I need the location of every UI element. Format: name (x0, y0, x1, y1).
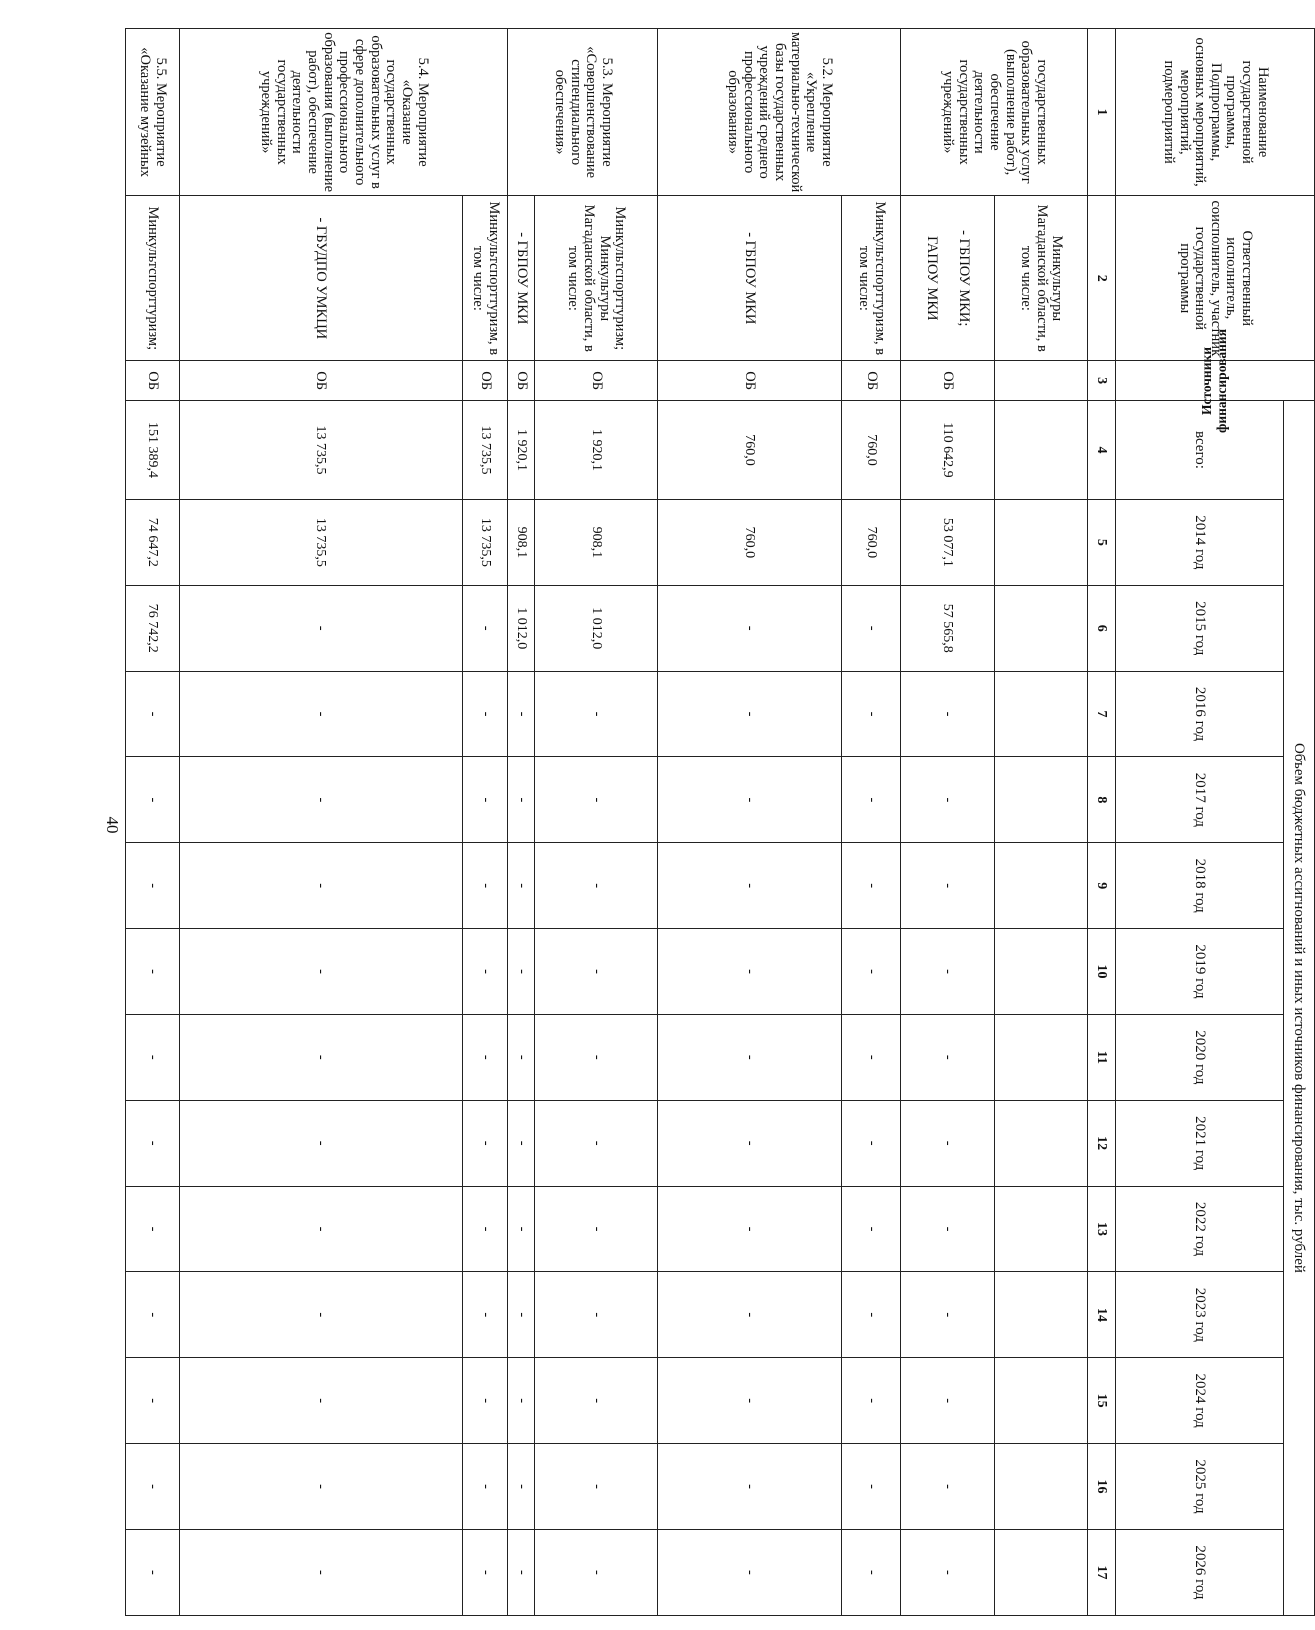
responsible-cell: Минкультуры Магаданской области, в том числе: (994, 196, 1087, 361)
header-year-2019: 2019 год (1116, 929, 1284, 1015)
value-2020: - (842, 1014, 901, 1100)
measure-name: 5.5. Мероприятие «Оказание музейных (126, 29, 180, 196)
source-cell: ОБ (535, 361, 658, 401)
column-number: 9 (1088, 843, 1116, 929)
value-2017: - (462, 757, 508, 843)
value-2014: 13 735,5 (179, 499, 462, 585)
empty-cell (994, 400, 1087, 499)
value-2020: - (179, 1014, 462, 1100)
source-cell: ОБ (901, 361, 994, 401)
value-2021: - (462, 1100, 508, 1186)
value-2023: - (658, 1272, 842, 1358)
empty-cell (994, 1358, 1087, 1444)
value-2018: - (901, 843, 994, 929)
value-2025: - (179, 1444, 462, 1530)
header-year-2023: 2023 год (1116, 1272, 1284, 1358)
value-2018: - (126, 843, 180, 929)
value-2025: - (508, 1444, 535, 1530)
header-row-span (1284, 29, 1315, 1616)
value-2018: - (535, 843, 658, 929)
value-2014: 760,0 (658, 499, 842, 585)
source-cell: ОБ (179, 361, 462, 401)
empty-cell (994, 585, 1087, 671)
value-2020: - (535, 1014, 658, 1100)
header-year-2026: 2026 год (1116, 1529, 1284, 1615)
header-financing-volume: Объем бюджетных ассигнований и иных источников финансирования, тыс. рублей (1284, 400, 1315, 1615)
value-2026: - (842, 1529, 901, 1615)
value-2021: - (842, 1100, 901, 1186)
value-2025: - (842, 1444, 901, 1530)
value-2026: - (462, 1529, 508, 1615)
value-2014: 53 077,1 (901, 499, 994, 585)
value-2026: - (508, 1529, 535, 1615)
value-2019: - (179, 929, 462, 1015)
value-2024: - (508, 1358, 535, 1444)
value-total: 13 735,5 (179, 400, 462, 499)
value-2016: - (179, 671, 462, 757)
column-number-row (1088, 29, 1116, 1616)
financing-table (125, 28, 1315, 1616)
value-2016: - (508, 671, 535, 757)
responsible-cell: Минкультспорттуризм; Минкультуры Магаданской области, в том числе: (535, 196, 658, 361)
value-total: 760,0 (842, 400, 901, 499)
value-2015: 1 012,0 (508, 585, 535, 671)
header-year-2018: 2018 год (1116, 843, 1284, 929)
value-2014: 908,1 (508, 499, 535, 585)
value-2021: - (126, 1100, 180, 1186)
value-2014: 13 735,5 (462, 499, 508, 585)
value-2021: - (179, 1100, 462, 1186)
responsible-cell: Минкультспорттуризм, в том числе: (842, 196, 901, 361)
responsible-cell: Минкультспорттуризм, в том числе: (462, 196, 508, 361)
column-number: 16 (1088, 1444, 1116, 1530)
value-2022: - (508, 1186, 535, 1272)
value-2022: - (126, 1186, 180, 1272)
value-2017: - (179, 757, 462, 843)
value-2018: - (179, 843, 462, 929)
value-2018: - (508, 843, 535, 929)
value-2014: 74 647,2 (126, 499, 180, 585)
source-cell: ОБ (126, 361, 180, 401)
source-cell: ОБ (842, 361, 901, 401)
value-2022: - (842, 1186, 901, 1272)
column-number: 6 (1088, 585, 1116, 671)
value-2021: - (535, 1100, 658, 1186)
responsible-cell (901, 196, 994, 361)
value-2024: - (535, 1358, 658, 1444)
column-number: 2 (1088, 196, 1116, 361)
value-2020: - (508, 1014, 535, 1100)
value-2021: - (508, 1100, 535, 1186)
value-2019: - (901, 929, 994, 1015)
value-2018: - (842, 843, 901, 929)
table-row (462, 29, 508, 1616)
value-2016: - (658, 671, 842, 757)
value-2026: - (535, 1529, 658, 1615)
value-2016: - (842, 671, 901, 757)
value-2018: - (462, 843, 508, 929)
measure-name: 5.4. Мероприятие «Оказание государственных образовательных услуг в сфере дополнительного профессионального образования (выполнение работ), обеспечение деятельности государственных учреждений» (179, 29, 508, 196)
column-number: 14 (1088, 1272, 1116, 1358)
value-2015: 76 742,2 (126, 585, 180, 671)
header-year-2017: 2017 год (1116, 757, 1284, 843)
value-2023: - (842, 1272, 901, 1358)
value-total: 1 920,1 (508, 400, 535, 499)
source-cell: ОБ (508, 361, 535, 401)
value-2019: - (842, 929, 901, 1015)
table-row (126, 29, 180, 1616)
column-number: 17 (1088, 1529, 1116, 1615)
table-row (842, 29, 901, 1616)
value-2023: - (126, 1272, 180, 1358)
value-2019: - (462, 929, 508, 1015)
empty-cell (994, 361, 1087, 401)
value-2017: - (658, 757, 842, 843)
empty-cell (994, 843, 1087, 929)
header-name: Наименование государственной программы, Подпрограммы, основных мероприятий, мероприятий, подмероприятий (1116, 29, 1315, 196)
responsible-cell: - ГБПОУ МКИ (508, 196, 535, 361)
column-number: 5 (1088, 499, 1116, 585)
value-2025: - (535, 1444, 658, 1530)
empty-cell (994, 929, 1087, 1015)
table-row (179, 29, 462, 1616)
value-2016: - (535, 671, 658, 757)
value-2025: - (658, 1444, 842, 1530)
value-2017: - (508, 757, 535, 843)
value-2014: 908,1 (535, 499, 658, 585)
responsible-line: - ГБПОУ МКИ; (955, 230, 972, 327)
value-2026: - (126, 1529, 180, 1615)
responsible-cell: Минкультспорттуризм; (126, 196, 180, 361)
header-source-text: Источники финансирования (1199, 328, 1230, 433)
value-2024: - (179, 1358, 462, 1444)
value-2024: - (901, 1358, 994, 1444)
value-2020: - (901, 1014, 994, 1100)
value-2017: - (535, 757, 658, 843)
column-number: 1 (1088, 29, 1116, 196)
responsible-cell: - ГБПОУ МКИ (658, 196, 842, 361)
value-2015: - (658, 585, 842, 671)
column-number: 15 (1088, 1358, 1116, 1444)
value-2023: - (535, 1272, 658, 1358)
empty-cell (994, 1100, 1087, 1186)
table-row (901, 29, 994, 1616)
column-number: 12 (1088, 1100, 1116, 1186)
value-2021: - (658, 1100, 842, 1186)
value-2022: - (179, 1186, 462, 1272)
value-2014: 760,0 (842, 499, 901, 585)
value-2024: - (462, 1358, 508, 1444)
responsible-cell: - ГБУДПО УМКЦИ (179, 196, 462, 361)
value-2017: - (842, 757, 901, 843)
measure-name: 5.3. Мероприятие «Совершенствование стипендиального обеспечения» (508, 29, 658, 196)
header-year-2021: 2021 год (1116, 1100, 1284, 1186)
value-2015: 1 012,0 (535, 585, 658, 671)
value-2026: - (901, 1529, 994, 1615)
value-2017: - (126, 757, 180, 843)
responsible-line: ГАПОУ МКИ (924, 236, 941, 321)
header-responsible: Ответственный исполнитель, соисполнитель, участник государственной программы (1116, 196, 1315, 361)
table-row (535, 29, 658, 1616)
header-year-2020: 2020 год (1116, 1014, 1284, 1100)
value-2017: - (901, 757, 994, 843)
value-2025: - (901, 1444, 994, 1530)
value-2019: - (535, 929, 658, 1015)
value-2015: 57 565,8 (901, 585, 994, 671)
value-2019: - (658, 929, 842, 1015)
header-total: всего: (1116, 400, 1284, 499)
value-2019: - (126, 929, 180, 1015)
header-source (1116, 328, 1315, 433)
column-number: 13 (1088, 1186, 1116, 1272)
measure-name: 5.2. Мероприятие «Укрепление материально-технической базы государственных учреждений среднего профессионального образования» (658, 29, 901, 196)
value-total: 1 920,1 (535, 400, 658, 499)
table-row (658, 29, 842, 1616)
value-2024: - (842, 1358, 901, 1444)
column-number: 4 (1088, 400, 1116, 499)
header-year-2015: 2015 год (1116, 585, 1284, 671)
value-total: 760,0 (658, 400, 842, 499)
empty-cell (994, 1272, 1087, 1358)
page-number: 40 (103, 816, 122, 834)
column-number: 8 (1088, 757, 1116, 843)
value-total: 151 389,4 (126, 400, 180, 499)
header-year-2022: 2022 год (1116, 1186, 1284, 1272)
value-2020: - (658, 1014, 842, 1100)
header-year-2014: 2014 год (1116, 499, 1284, 585)
value-2015: - (462, 585, 508, 671)
header-year-2024: 2024 год (1116, 1358, 1284, 1444)
value-2023: - (508, 1272, 535, 1358)
table-row (508, 29, 535, 1616)
empty-cell (994, 1186, 1087, 1272)
value-total: 13 735,5 (462, 400, 508, 499)
value-2026: - (658, 1529, 842, 1615)
value-2023: - (179, 1272, 462, 1358)
value-2016: - (126, 671, 180, 757)
value-2023: - (462, 1272, 508, 1358)
value-2022: - (658, 1186, 842, 1272)
header-year-2025: 2025 год (1116, 1444, 1284, 1530)
column-number: 11 (1088, 1014, 1116, 1100)
value-2019: - (508, 929, 535, 1015)
value-2016: - (462, 671, 508, 757)
empty-cell (994, 1529, 1087, 1615)
value-2016: - (901, 671, 994, 757)
value-total: 110 642,9 (901, 400, 994, 499)
measure-name: государственных образовательных услуг (выполнение работ), обеспечение деятельности государственных учреждений» (901, 29, 1088, 196)
value-2026: - (179, 1529, 462, 1615)
empty-cell (994, 499, 1087, 585)
value-2022: - (535, 1186, 658, 1272)
value-2022: - (901, 1186, 994, 1272)
value-2015: - (842, 585, 901, 671)
column-number: 10 (1088, 929, 1116, 1015)
value-2020: - (462, 1014, 508, 1100)
value-2023: - (901, 1272, 994, 1358)
value-2025: - (462, 1444, 508, 1530)
value-2024: - (126, 1358, 180, 1444)
value-2022: - (462, 1186, 508, 1272)
header-year-2016: 2016 год (1116, 671, 1284, 757)
table-row (994, 29, 1087, 1616)
value-2021: - (901, 1100, 994, 1186)
empty-cell (994, 671, 1087, 757)
value-2020: - (126, 1014, 180, 1100)
value-2015: - (179, 585, 462, 671)
column-number: 3 (1088, 361, 1116, 401)
rotated-page (95, 28, 1315, 1628)
value-2024: - (658, 1358, 842, 1444)
value-2018: - (658, 843, 842, 929)
empty-cell (994, 1014, 1087, 1100)
value-2025: - (126, 1444, 180, 1530)
source-cell: ОБ (658, 361, 842, 401)
column-number: 7 (1088, 671, 1116, 757)
empty-cell (994, 757, 1087, 843)
empty-cell (994, 1444, 1087, 1530)
source-cell: ОБ (462, 361, 508, 401)
